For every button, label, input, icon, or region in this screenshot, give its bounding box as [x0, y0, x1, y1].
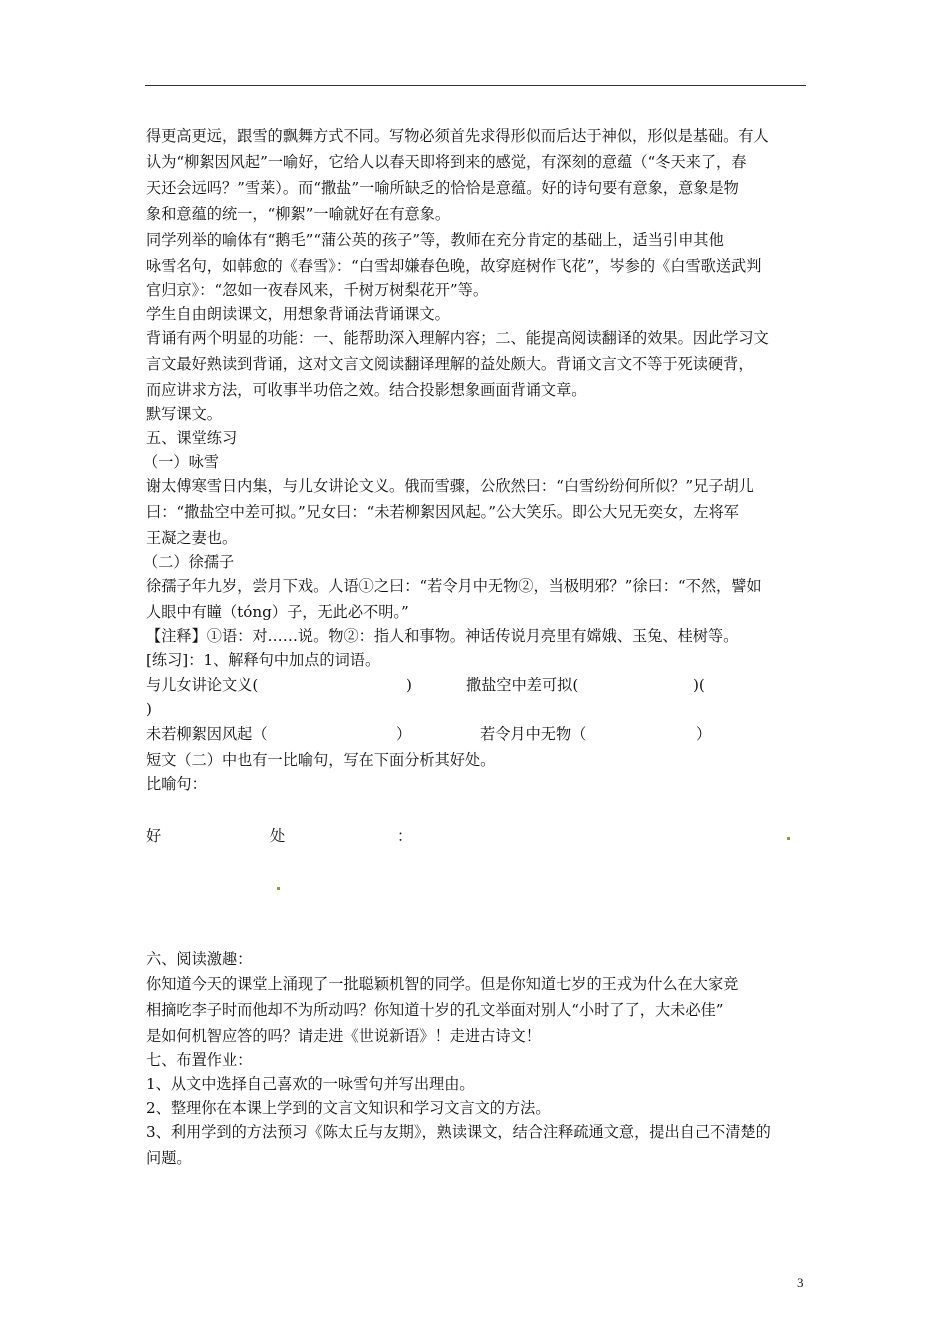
page-number: 3	[797, 1275, 804, 1290]
exercise-paren: ）	[396, 725, 412, 743]
text-line: 学生自由朗读课文，用想象背诵法背诵课文。	[146, 305, 450, 323]
good-label-colon: ：	[397, 827, 413, 845]
exercise-question: 短文（二）中也有一比喻句，写在下面分析其好处。	[146, 751, 496, 769]
exercise-paren: )	[146, 700, 152, 718]
text-line: 得更高更远，跟雪的飘舞方式不同。写物必须首先求得形似而后达于神似，形似是基础。有人	[146, 127, 769, 145]
text-line: 同学列举的喻体有“鹅毛”“蒲公英的孩子”等，教师在充分肯定的基础上，适当引申其他	[146, 231, 724, 249]
scan-dot	[787, 837, 790, 840]
good-label-char: 好	[146, 827, 162, 845]
exercise-item: 若令月中无物（	[480, 725, 587, 743]
text-line: 徐孺子年九岁，尝月下戏。人语①之曰：“若令月中无物②，当极明邪？”徐曰：“不然，譬如	[146, 577, 762, 595]
homework-item: 2、整理你在本课上学到的文言文知识和学习文言文的方法。	[146, 1099, 551, 1117]
exercise-item: 与儿女讲论文义(	[146, 676, 259, 694]
metaphor-label: 比喻句：	[146, 775, 207, 793]
text-line: 背诵有两个明显的功能：一、能帮助深入理解内容；二、能提高阅读翻译的效果。因此学习文	[146, 329, 769, 347]
annotation-line: 【注释】①语：对……说。物②：指人和事物。神话传说月亮里有嫦娥、玉兔、桂树等。	[146, 627, 739, 645]
header-rule	[145, 85, 806, 86]
text-line: 谢太傅寒雪日内集，与儿女讲论文义。俄而雪骤，公欣然曰：“白雪纷纷何所似？”兄子胡儿	[146, 477, 754, 495]
section-heading: 五、课堂练习	[146, 429, 238, 447]
homework-item: 问题。	[146, 1149, 192, 1167]
text-line: 象和意蕴的统一，“柳絮”一喻就好在有意象。	[146, 205, 451, 223]
exercise-paren: ）	[696, 725, 712, 743]
text-line: 是如何机智应答的吗？请走进《世说新语》！走进古诗文！	[146, 1027, 541, 1045]
text-line: 王凝之妻也。	[146, 529, 238, 547]
homework-item: 1、从文中选择自己喜欢的一咏雪句并写出理由。	[146, 1075, 475, 1093]
scan-dot	[277, 887, 280, 890]
section-heading: 六、阅读激趣：	[146, 950, 253, 968]
exercise-item: 撒盐空中差可拟(	[466, 676, 579, 694]
exercise-paren: )	[406, 676, 412, 694]
text-line: 咏雪名句，如韩愈的《春雪》：“白雪却嫌春色晚，故穿庭树作飞花”，岑参的《白雪歌送武判	[146, 257, 762, 275]
subsection-heading: （二）徐孺子	[143, 553, 235, 571]
text-line: 言文最好熟读到背诵，这对文言文阅读翻译理解的益处颇大。背诵文言文不等于死读硬背，	[146, 355, 754, 373]
text-line: 人眼中有瞳（tóng）子，无此必不明。”	[146, 603, 409, 621]
exercise-paren: )(	[693, 676, 705, 694]
text-line: 默写课文。	[146, 405, 222, 423]
section-heading: 七、布置作业：	[146, 1051, 253, 1069]
text-line: 相摘吃李子时而他却不为所动吗？你知道十岁的孔文举面对别人“小时了了，大未必佳”	[146, 1001, 724, 1019]
text-line: 你知道今天的课堂上涌现了一批聪颖机智的同学。但是你知道七岁的王戎为什么在大家竞	[146, 975, 739, 993]
text-line: 天还会远吗？”雪莱）。而“撒盐”一喻所缺乏的恰恰是意蕴。好的诗句要有意象，意象是物	[146, 179, 739, 197]
text-line: 曰：“撒盐空中差可拟。”兄女曰：“未若柳絮因风起。”公大笑乐。即公大兄无奕女，左将军	[146, 503, 739, 521]
text-line: 而应讲求方法，可收事半功倍之效。结合投影想象画面背诵文章。	[146, 381, 587, 399]
homework-item: 3、利用学到的方法预习《陈太丘与友期》，熟读课文，结合注释疏通文意，提出自己不清楚的	[146, 1123, 771, 1141]
text-line: 认为“柳絮因风起”一喻好，它给人以春天即将到来的感觉，有深刻的意蕴（“冬天来了，春	[146, 153, 747, 171]
good-label-char: 处	[270, 827, 286, 845]
subsection-heading: （一）咏雪	[143, 453, 219, 471]
text-line: 官归京》：“忽如一夜春风来，千树万树梨花开”等。	[146, 281, 489, 299]
exercise-heading: [练习]：1、解释句中加点的词语。	[146, 651, 381, 669]
exercise-item: 未若柳絮因风起（	[146, 725, 268, 743]
